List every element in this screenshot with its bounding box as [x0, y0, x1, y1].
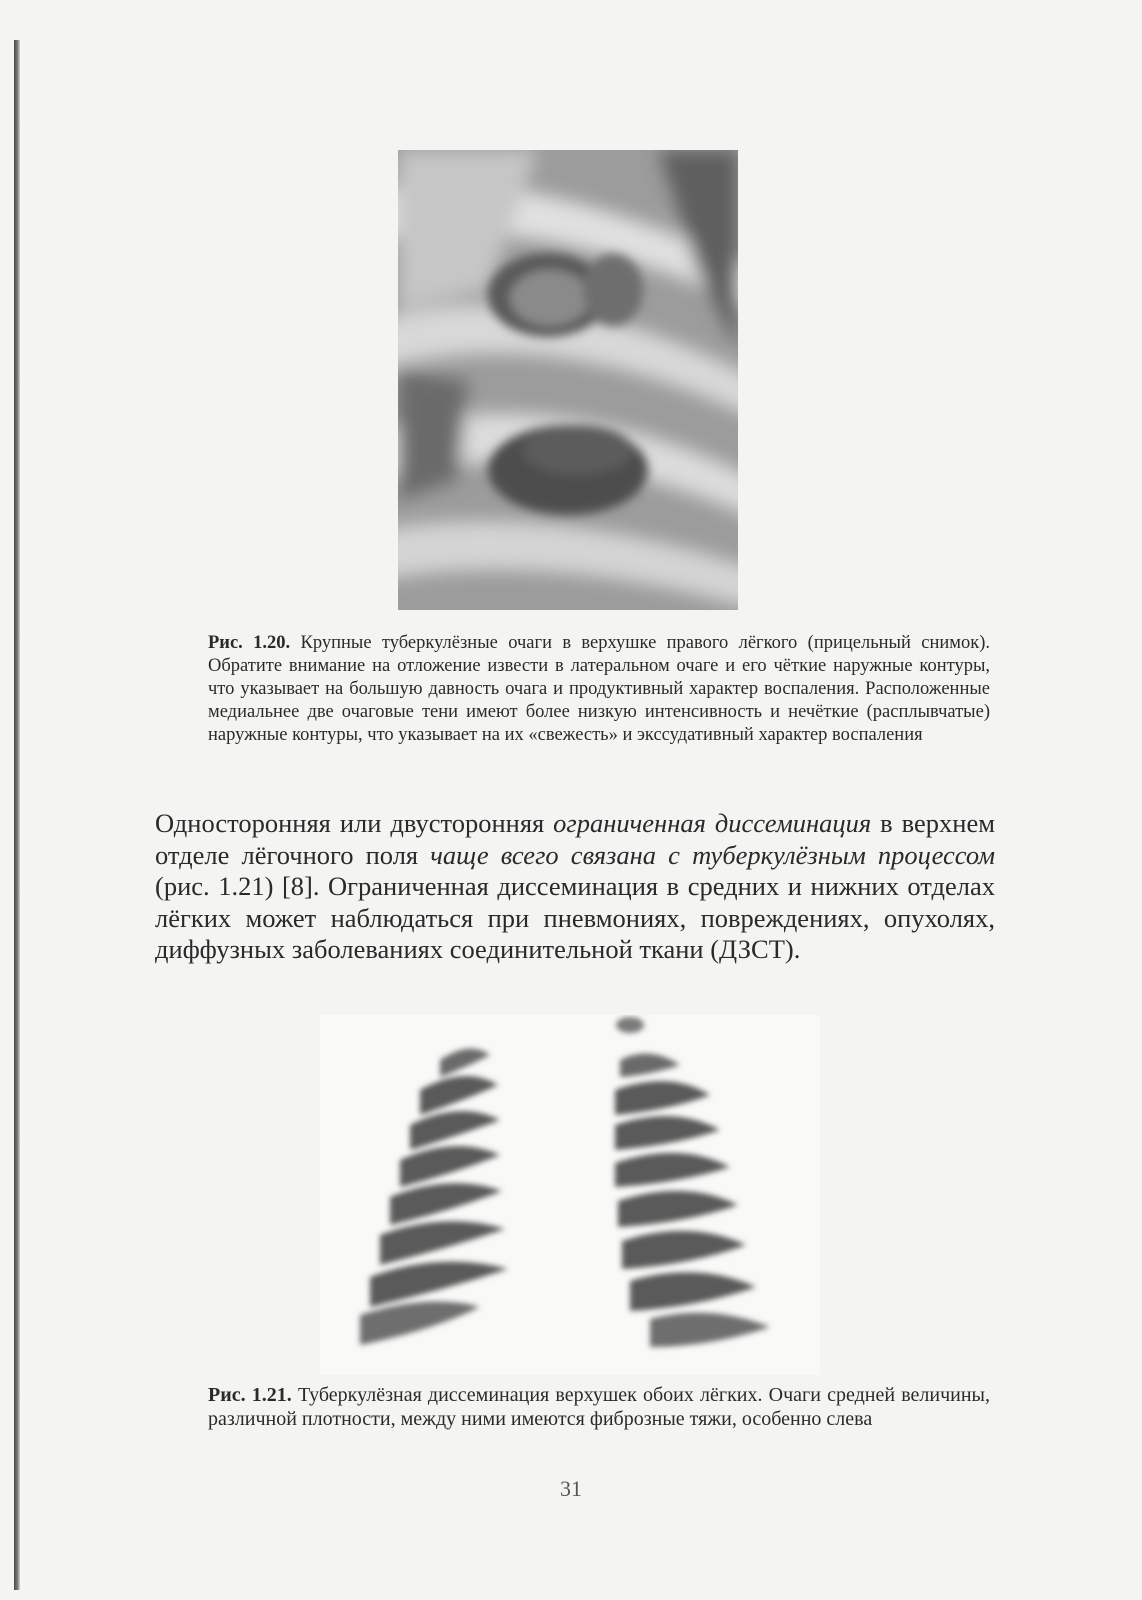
paragraph-emphasis: ограниченная диссеминация	[553, 808, 872, 838]
figure-caption-1-21	[208, 1383, 990, 1431]
figure-caption-text: Туберкулёзная диссеминация верхушек обоих лёгких. Очаги средней величины, различной плотности, между ними имеются фиброзные тяжи, особенно слева	[208, 1384, 990, 1430]
book-spine-edge	[14, 40, 20, 1590]
xray-image-apex	[398, 150, 738, 610]
paragraph-emphasis: чаще всего связана с туберкулёзным процессом	[430, 839, 995, 870]
page-number: 31	[560, 1476, 582, 1501]
figure-caption-1-20	[208, 632, 990, 747]
paragraph-text: (рис. 1.21) [8]. Ограниченная диссеминация в средних и нижних отделах лёгких может наблюдаться при пневмониях, повреждениях, опухолях, диффузных заболеваниях соединительной ткани (ДЗСТ).	[155, 871, 995, 964]
paragraph-text: Односторонняя или двусторонняя	[155, 808, 554, 838]
figure-caption-label: Рис. 1.21.	[208, 1384, 292, 1406]
figure-caption-text: Крупные туберкулёзные очаги в верхушке правого лёгкого (прицельный снимок). Обратите внимание на отложение извести в латеральном очаге и его чёткие наружные контуры, что указывает на большую давность очага и продуктивный характер воспаления. Расположенные медиальнее две очаговые тени имеют более низкую интенсивность и нечёткие (расплывчатые) наружные контуры, что указывает на их «свежесть» и экссудативный характер воспаления	[208, 633, 990, 745]
figure-caption-label: Рис. 1.20.	[208, 633, 291, 653]
body-paragraph	[155, 808, 995, 966]
paragraph-text: в верхнем отделе лёгочного поля	[155, 808, 995, 870]
xray-image-chest	[320, 1015, 820, 1375]
